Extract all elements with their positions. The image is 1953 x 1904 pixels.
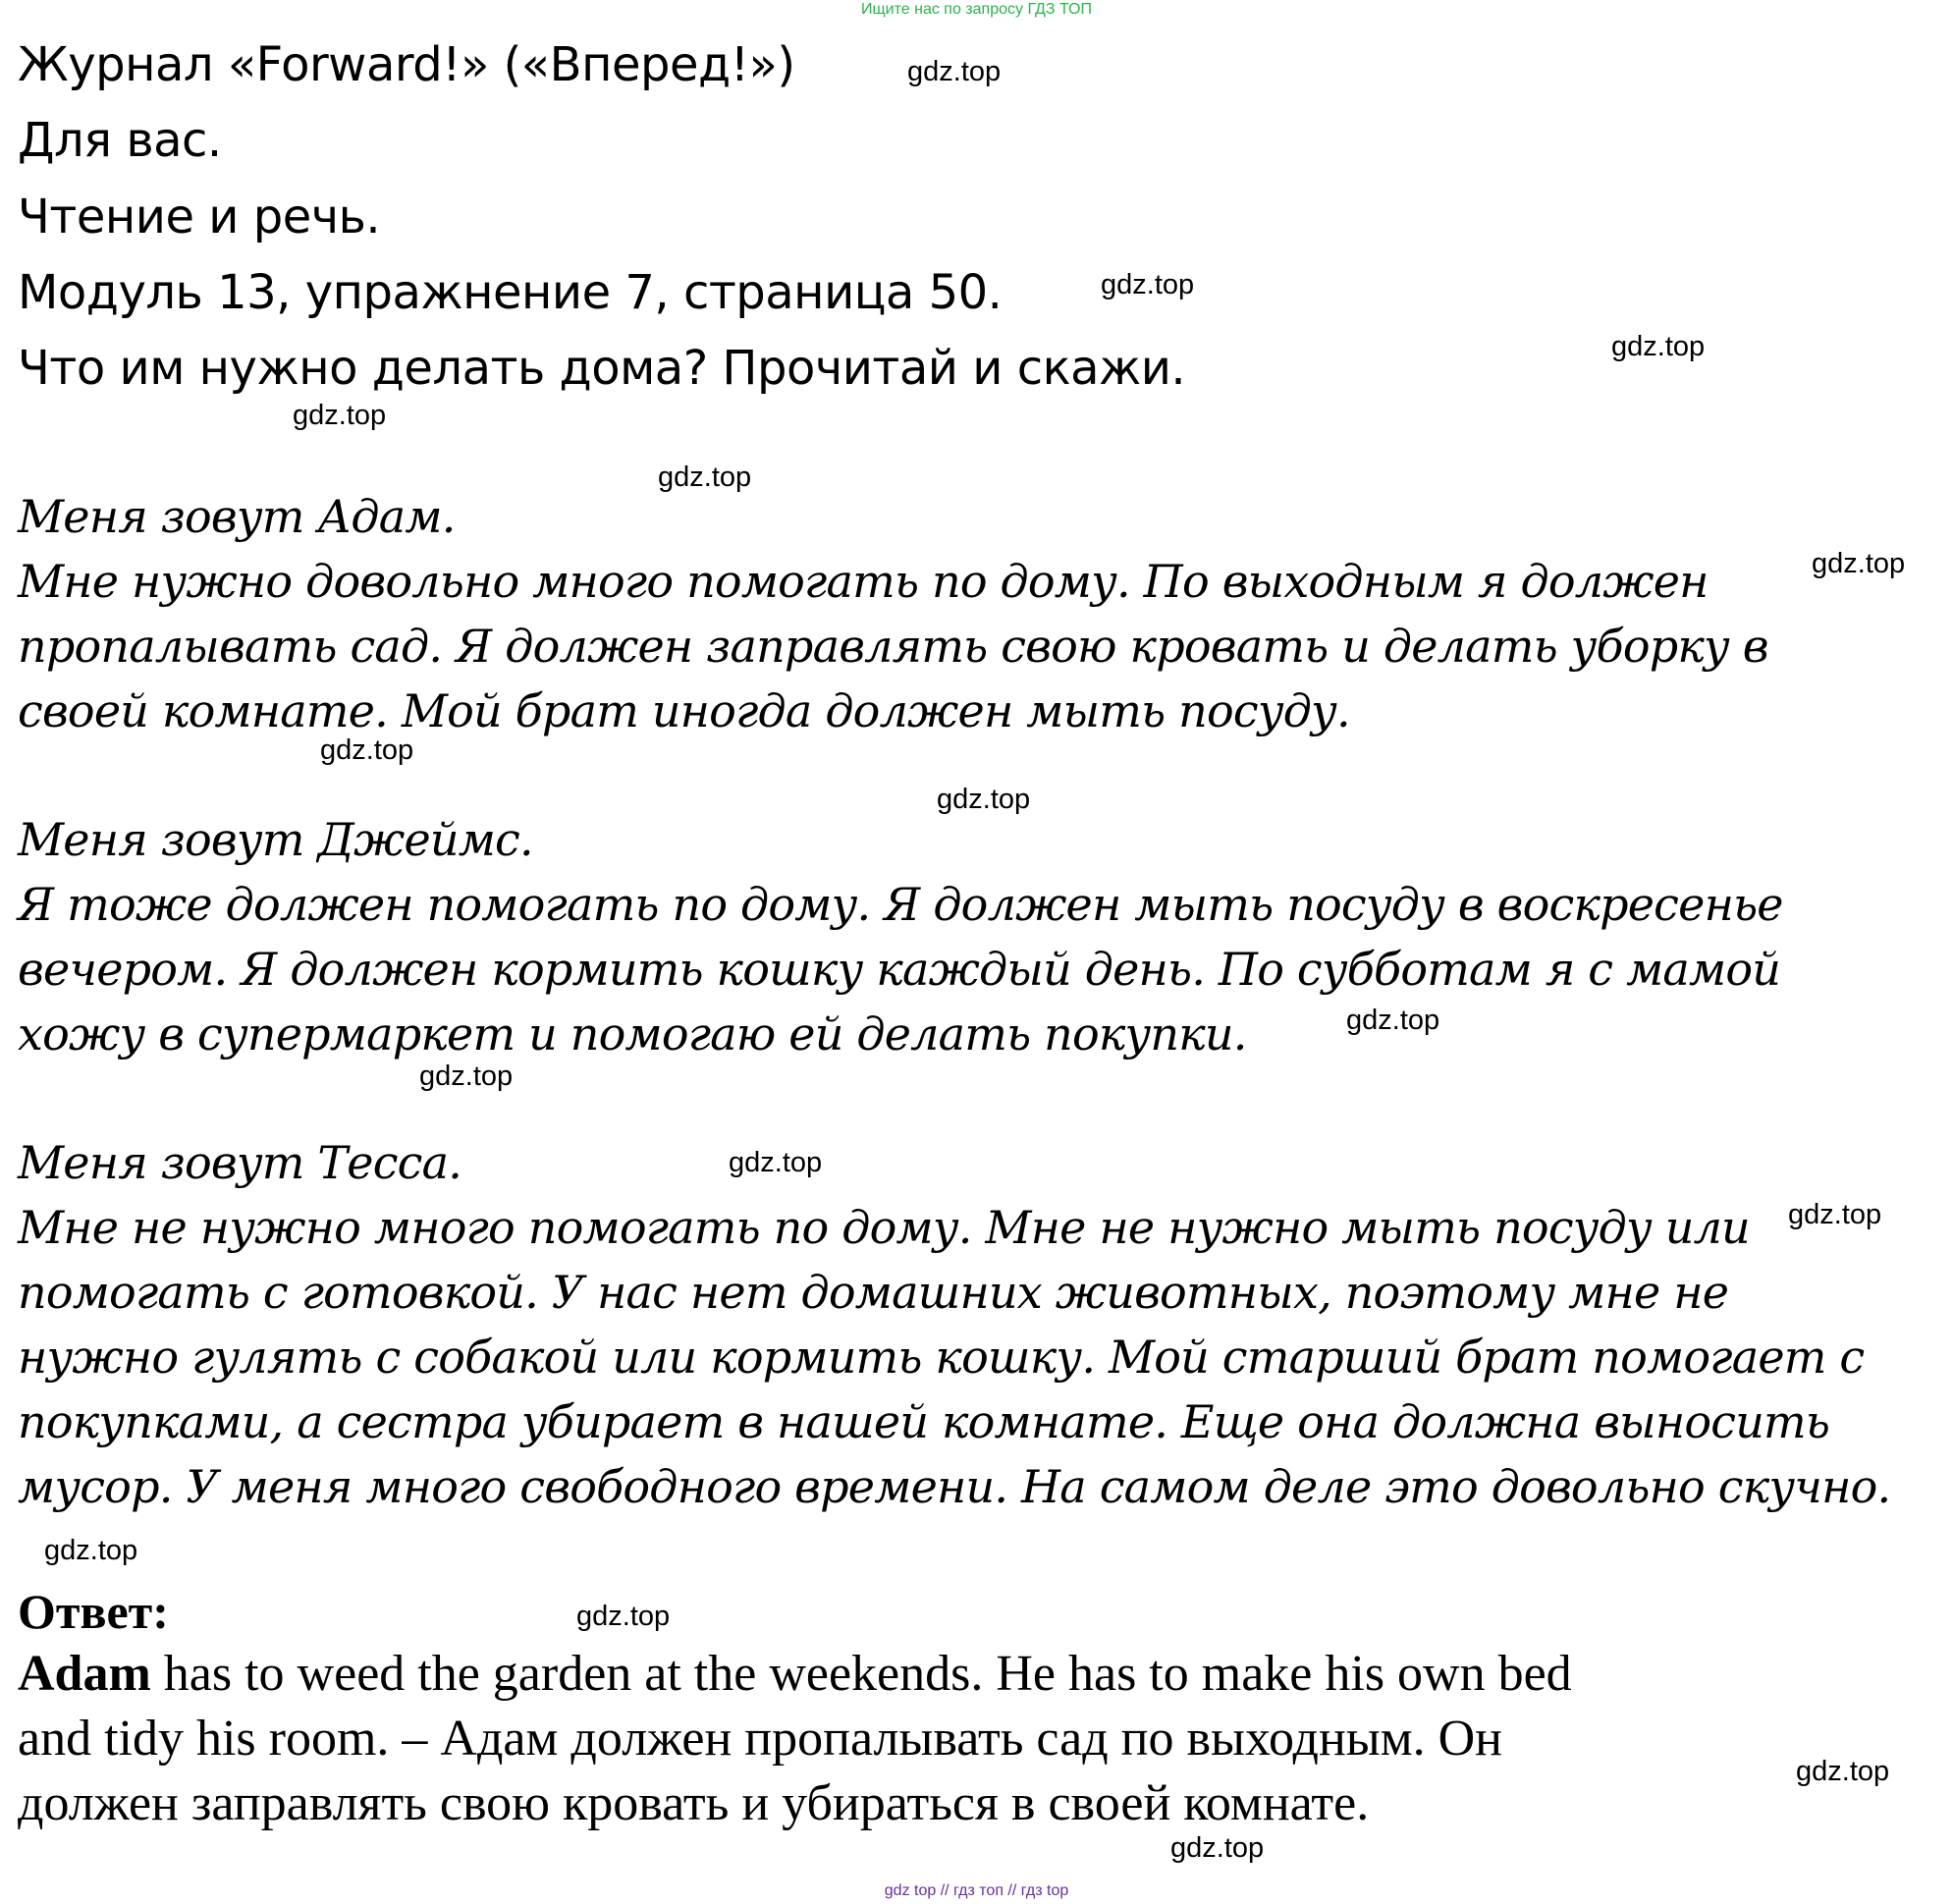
tessa-text-line: Мне не нужно много помогать по дому. Мне не нужно мыть посуду или	[18, 1201, 1750, 1254]
watermark: gdz.top	[1788, 1199, 1882, 1230]
watermark: gdz.top	[1101, 269, 1195, 300]
answer-line: and tidy his room. – Адам должен пропалывать сад по выходным. Он	[18, 1711, 1503, 1767]
answer-line-rest: has to weed the garden at the weekends. He has to make his own bed	[150, 1646, 1572, 1702]
answer-line	[18, 1642, 1572, 1707]
top-banner: Ищите нас по запросу ГДЗ ТОП	[861, 1, 1092, 18]
exercise-reference: Модуль 13, упражнение 7, страница 50.	[18, 265, 1003, 320]
tessa-name-line: Меня зовут Тесса.	[18, 1136, 462, 1189]
watermark: gdz.top	[419, 1061, 514, 1092]
tessa-text-line: покупками, а сестра убирает в нашей комнате. Еще она должна выносить	[18, 1395, 1830, 1448]
watermark: gdz.top	[937, 784, 1031, 815]
bottom-footer: gdz top // гдз топ // гдз top	[884, 1882, 1069, 1899]
watermark: gdz.top	[907, 56, 1002, 87]
task-question: Что им нужно делать дома? Прочитай и скажи.	[18, 341, 1186, 396]
adam-text-line: своей комнате. Мой брат иногда должен мыть посуду.	[18, 684, 1350, 737]
watermark: gdz.top	[1346, 1005, 1440, 1036]
watermark: gdz.top	[1611, 331, 1706, 362]
answer-label: Ответ:	[18, 1584, 169, 1639]
james-text-line: Я тоже должен помогать по дому. Я должен мыть посуду в воскресенье	[18, 878, 1783, 931]
adam-text-line: Мне нужно довольно много помогать по дому. По выходным я должен	[18, 555, 1709, 608]
watermark: gdz.top	[293, 400, 387, 431]
watermark: gdz.top	[1812, 548, 1906, 579]
section-reading: Чтение и речь.	[18, 190, 381, 245]
watermark: gdz.top	[729, 1147, 823, 1178]
adam-name-line: Меня зовут Адам.	[18, 490, 456, 543]
watermark: gdz.top	[658, 462, 752, 493]
james-name-line: Меня зовут Джеймс.	[18, 813, 533, 866]
watermark: gdz.top	[576, 1601, 671, 1632]
section-for-you: Для вас.	[18, 113, 222, 168]
tessa-text-line: помогать с готовкой. У нас нет домашних животных, поэтому мне не	[18, 1266, 1729, 1319]
watermark: gdz.top	[1170, 1832, 1265, 1864]
tessa-text-line: мусор. У меня много свободного времени. На самом деле это довольно скучно.	[18, 1460, 1891, 1513]
watermark: gdz.top	[44, 1535, 138, 1566]
adam-text-line: пропалывать сад. Я должен заправлять свою кровать и делать уборку в	[18, 620, 1768, 673]
james-text-line: вечером. Я должен кормить кошку каждый день. По субботам я с мамой	[18, 943, 1781, 996]
answer-name: Adam	[18, 1646, 151, 1702]
watermark: gdz.top	[320, 734, 414, 766]
answer-line: должен заправлять свою кровать и убираться в своей комнате.	[18, 1775, 1370, 1831]
james-text-line: хожу в супермаркет и помогаю ей делать покупки.	[18, 1007, 1247, 1061]
journal-title: Журнал «Forward!» («Вперед!»)	[18, 37, 795, 92]
tessa-text-line: нужно гулять с собакой или кормить кошку. Мой старший брат помогает с	[18, 1331, 1865, 1384]
watermark: gdz.top	[1796, 1756, 1890, 1787]
